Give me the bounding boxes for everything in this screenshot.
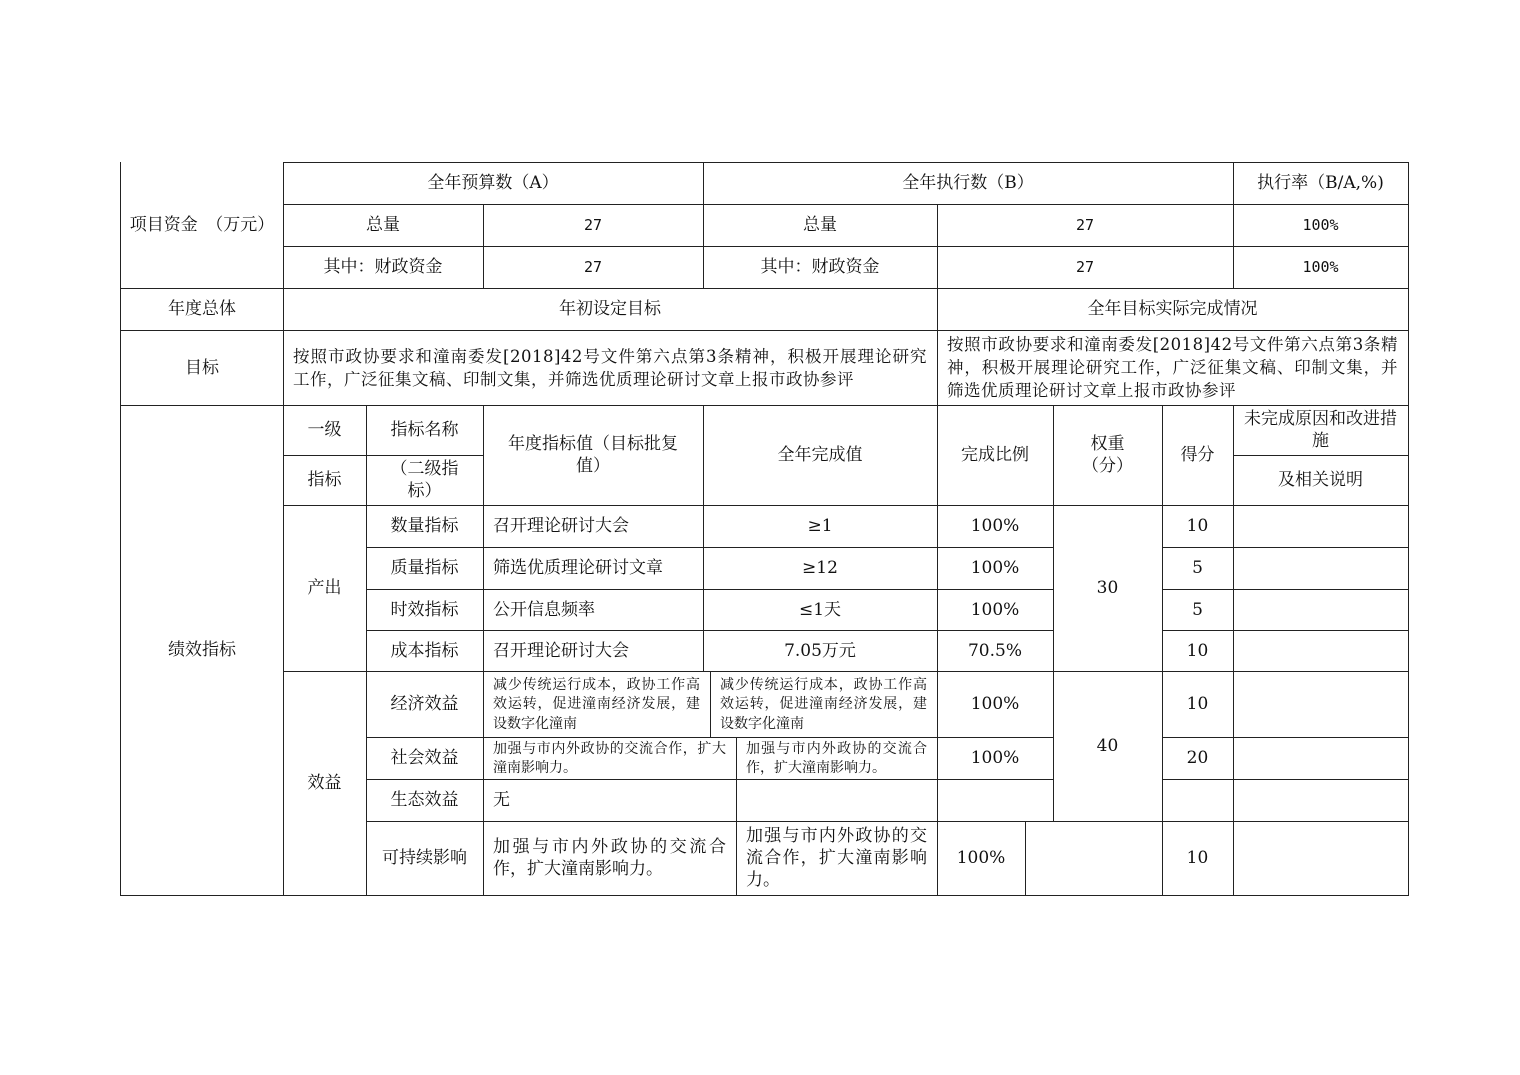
fiscal-budget: 27	[583, 258, 603, 277]
benefit-row-target: 无	[493, 790, 510, 811]
grid-line	[736, 737, 737, 896]
grid-line	[703, 405, 704, 672]
grid-line	[1162, 737, 1409, 738]
benefit-row-name: 经济效益	[390, 694, 459, 715]
benefit-row-name: 社会效益	[390, 748, 459, 769]
budget-header: 全年预算数（A）	[427, 173, 559, 194]
benefit-row-completed: 加强与市内外政协的交流合作，扩大潼南影响力。	[746, 740, 927, 776]
benefit-row-target: 加强与市内外政协的交流合作，扩大潼南影响力。	[493, 837, 726, 879]
grid-line	[366, 779, 1053, 780]
reason-header-top: 未完成原因和改进措施	[1244, 409, 1397, 451]
total-rate: 100%	[1302, 216, 1339, 235]
benefit-row-completed: 减少传统运行成本，政协工作高效运转，促进潼南经济发展，建设数字化潼南	[720, 677, 927, 732]
grid-line	[366, 405, 367, 896]
benefit-row-score	[1162, 780, 1233, 822]
benefit-row-score: 10	[1186, 848, 1209, 869]
benefit-label: 效益	[307, 773, 342, 794]
output-row-target: 召开理论研讨大会	[493, 640, 629, 661]
grid-line	[283, 246, 1409, 247]
total-budget: 27	[583, 216, 603, 235]
fiscal-rate: 100%	[1302, 258, 1339, 277]
ratio-header: 完成比例	[961, 445, 1029, 466]
grid-line	[283, 671, 1409, 672]
goal-label-bottom: 目标	[185, 357, 219, 378]
fiscal-label: 其中：财政资金	[323, 257, 443, 278]
grid-line	[1233, 455, 1409, 456]
initial-goal-text: 按照市政协要求和潼南委发[2018]42号文件第六点第3条精神，积极开展理论研究工作，广泛征集文稿、印制文集，并筛选优质理论研讨文章上报市政协参评	[293, 346, 927, 389]
target-header: 年度指标值（目标批复值）	[508, 434, 678, 476]
fiscal-executed: 27	[1075, 258, 1095, 277]
reason-header-bottom: 及相关说明	[1278, 470, 1363, 491]
benefit-row-completed	[736, 780, 937, 822]
grid-line	[283, 505, 1409, 506]
grid-line	[283, 162, 1409, 163]
grid-line	[283, 204, 1409, 205]
score-header: 得分	[1180, 445, 1215, 466]
grid-line	[121, 405, 1409, 406]
grid-line	[1408, 162, 1409, 896]
benefit-row-name: 可持续影响	[382, 848, 467, 869]
grid-line	[121, 288, 1409, 289]
actual-goal-header: 全年目标实际完成情况	[1087, 299, 1258, 320]
performance-label: 绩效指标	[168, 640, 236, 661]
output-row-completed: ≥1	[807, 516, 833, 537]
output-row-score: 10	[1186, 640, 1209, 661]
initial-goal-header: 年初设定目标	[559, 299, 661, 320]
output-row-score: 5	[1192, 599, 1203, 620]
benefit-row-ratio	[937, 780, 1053, 822]
benefit-row-target: 减少传统运行成本，政协工作高效运转，促进潼南经济发展，建设数字化潼南	[493, 677, 700, 732]
grid-line	[483, 204, 484, 289]
name-header-top: 指标名称	[390, 420, 459, 441]
output-row-ratio: 100%	[970, 516, 1020, 537]
completed-header: 全年完成值	[777, 445, 863, 466]
total-executed: 27	[1075, 216, 1095, 235]
output-row-ratio: 100%	[970, 558, 1020, 579]
output-row-ratio: 70.5%	[967, 640, 1022, 661]
grid-line	[366, 547, 1053, 548]
output-row-name: 成本指标	[390, 640, 459, 661]
total-label-executed: 总量	[803, 215, 837, 236]
benefit-row-score: 10	[1186, 694, 1209, 715]
output-row-name: 质量指标	[390, 558, 459, 579]
output-weight: 30	[1096, 578, 1119, 599]
grid-line	[366, 821, 1409, 822]
grid-line	[121, 330, 1409, 331]
output-row-completed: ≤1天	[798, 599, 842, 620]
grid-line	[283, 162, 284, 896]
benefit-row-ratio: 100%	[956, 848, 1006, 869]
output-row-target: 筛选优质理论研讨文章	[493, 558, 663, 579]
benefit-row-target: 加强与市内外政协的交流合作，扩大潼南影响力。	[493, 740, 726, 776]
grid-line	[1053, 405, 1054, 822]
grid-line	[1233, 405, 1234, 896]
output-row-score: 10	[1186, 516, 1209, 537]
grid-line	[1162, 630, 1409, 631]
output-row-score: 5	[1192, 558, 1203, 579]
benefit-row-completed: 加强与市内外政协的交流合作，扩大潼南影响力。	[746, 826, 927, 890]
benefit-row-score: 20	[1186, 748, 1209, 769]
total-label: 总量	[366, 215, 400, 236]
grid-line	[1162, 779, 1409, 780]
weight-header: 权重（分）	[1082, 434, 1133, 476]
goal-label-top: 年度总体	[168, 299, 236, 320]
level1-header-bottom: 指标	[307, 470, 342, 491]
grid-line	[483, 405, 484, 896]
grid-line	[703, 162, 704, 289]
output-row-target: 公开信息频率	[493, 599, 595, 620]
output-label: 产出	[307, 578, 342, 599]
name-header-bottom: （二级指标）	[390, 459, 459, 501]
output-row-completed: 7.05万元	[784, 640, 856, 661]
benefit-weight: 40	[1096, 736, 1119, 757]
output-row-completed: ≥12	[802, 558, 838, 579]
grid-line	[1162, 589, 1409, 590]
benefit-row-ratio: 100%	[970, 748, 1020, 769]
grid-line	[1025, 821, 1026, 896]
grid-line	[710, 671, 711, 738]
grid-line	[366, 630, 1053, 631]
level1-header-top: 一级	[307, 420, 342, 441]
output-row-ratio: 100%	[970, 599, 1020, 620]
grid-line	[283, 455, 483, 456]
grid-line	[366, 589, 1053, 590]
actual-goal-text: 按照市政协要求和潼南委发[2018]42号文件第六点第3条精神，积极开展理论研究工作，广泛征集文稿、印制文集，并筛选优质理论研讨文章上报市政协参评	[947, 335, 1398, 400]
funds-label: 项目资金 （万元）	[129, 215, 275, 236]
output-row-target: 召开理论研讨大会	[493, 516, 629, 537]
rate-header: 执行率（B/A,%)	[1257, 173, 1384, 194]
grid-line	[1233, 162, 1234, 289]
executed-header: 全年执行数（B）	[902, 173, 1034, 194]
grid-line	[937, 405, 938, 896]
output-row-name: 数量指标	[390, 516, 459, 537]
grid-line	[1162, 405, 1163, 896]
benefit-row-name: 生态效益	[390, 790, 459, 811]
fiscal-label-executed: 其中：财政资金	[760, 257, 880, 278]
benefit-row-ratio: 100%	[970, 694, 1020, 715]
grid-line	[1162, 547, 1409, 548]
grid-line	[937, 204, 938, 406]
output-row-name: 时效指标	[390, 599, 459, 620]
grid-line	[120, 162, 121, 896]
grid-line	[121, 895, 1409, 896]
